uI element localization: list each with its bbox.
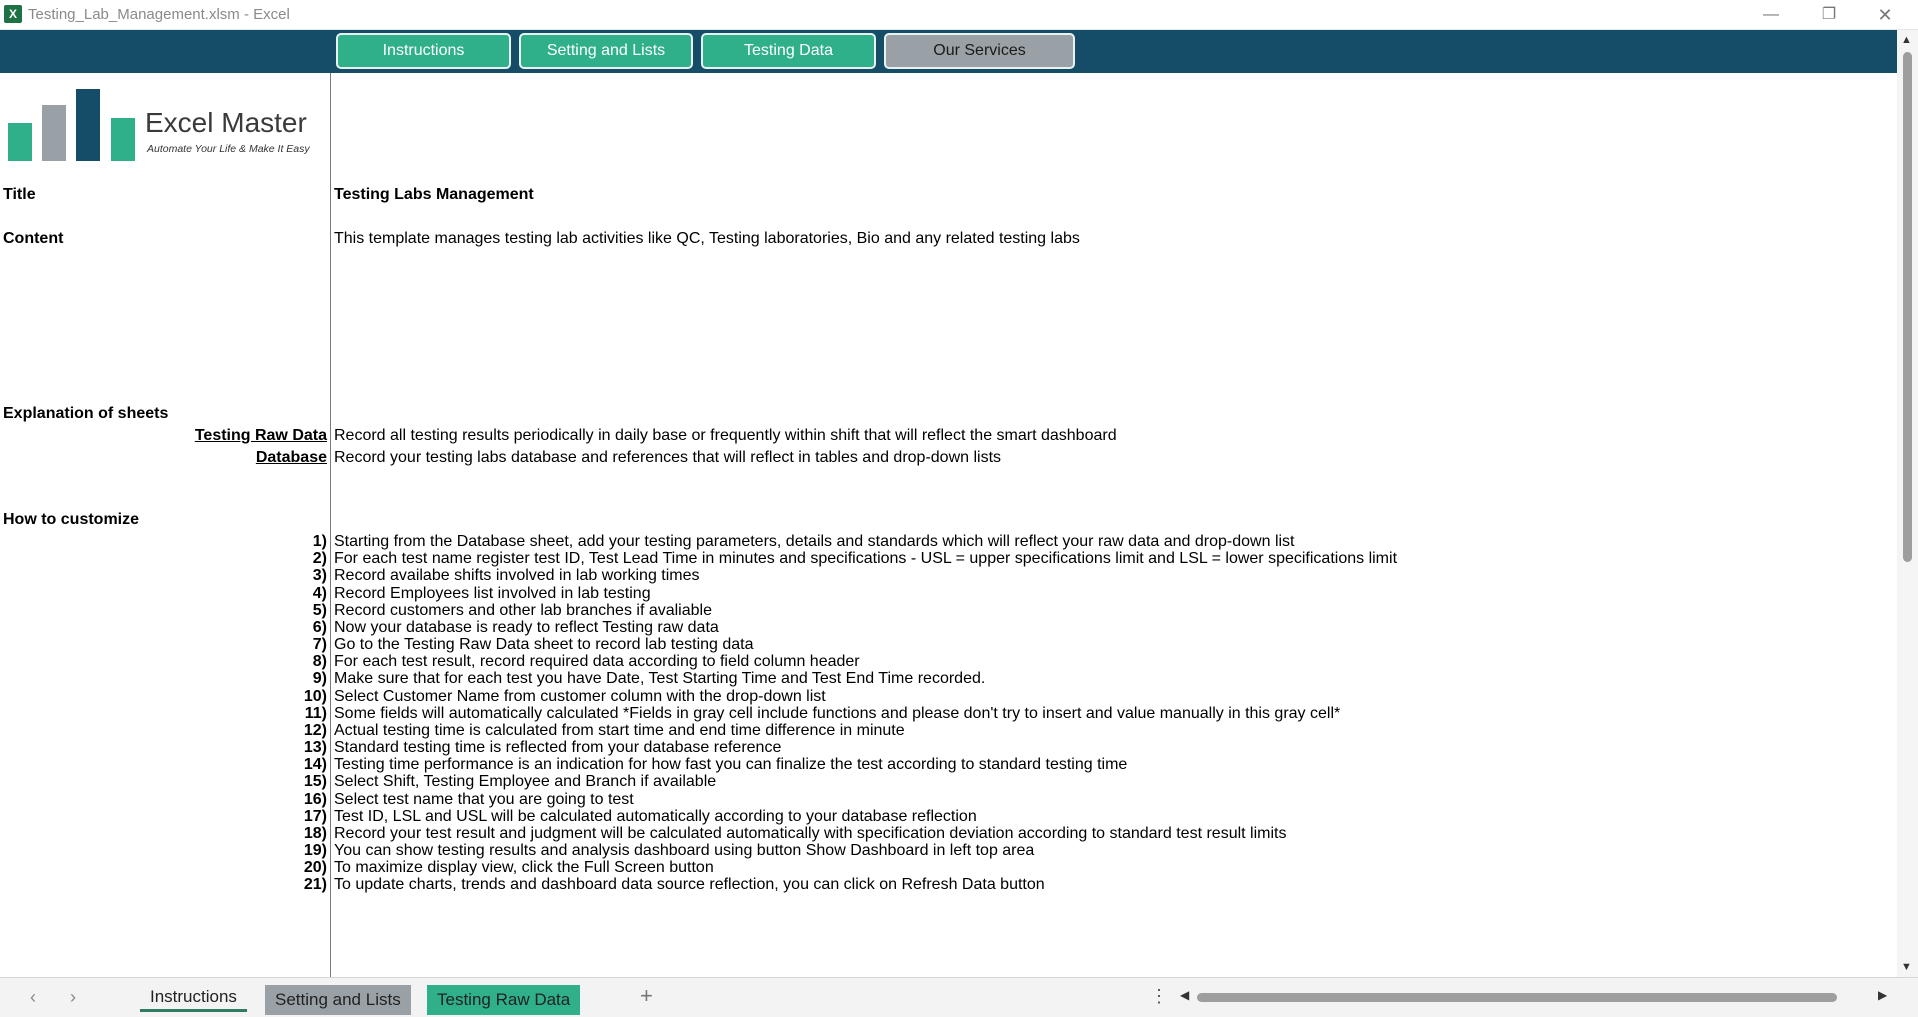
nav-our-services-button[interactable]: Our Services	[884, 33, 1075, 69]
step-number: 9)	[312, 670, 327, 687]
column-divider	[330, 73, 331, 977]
logo-bar-icon	[111, 118, 135, 161]
step-text: Record your test result and judgment will be calculated automatically with specification deviation according to standard test result limits	[334, 825, 1287, 842]
window-title: Testing_Lab_Management.xlsm - Excel	[28, 6, 290, 23]
step-number: 2)	[312, 550, 327, 567]
horizontal-scroll-thumb[interactable]	[1197, 993, 1837, 1002]
step-number: 17)	[303, 808, 327, 825]
nav-testing-data-button[interactable]: Testing Data	[701, 33, 876, 69]
step-number: 19)	[303, 842, 327, 859]
step-text: Go to the Testing Raw Data sheet to record lab testing data	[334, 636, 754, 653]
database-link[interactable]: Database	[255, 449, 327, 466]
nav-instructions-button[interactable]: Instructions	[336, 33, 511, 69]
content-value: This template manages testing lab activities like QC, Testing laboratories, Bio and any related testing labs	[334, 230, 1080, 247]
logo-bar-icon	[76, 89, 100, 161]
step-number: 5)	[312, 602, 327, 619]
vertical-scroll-thumb[interactable]	[1903, 52, 1912, 562]
step-text: Some fields will automatically calculated *Fields in gray cell include functions and please don't try to insert and value manually in this gray cell*	[334, 705, 1341, 722]
close-button[interactable]: ✕	[1877, 5, 1893, 25]
restore-button[interactable]: ❐	[1821, 6, 1837, 23]
step-text: Record Employees list involved in lab testing	[334, 585, 651, 602]
more-options-icon[interactable]: ⋮	[1150, 986, 1168, 1006]
step-text: Now your database is ready to reflect Testing raw data	[334, 619, 719, 636]
step-text: Record availabe shifts involved in lab working times	[334, 567, 700, 584]
tab-setting-and-lists[interactable]: Setting and Lists	[265, 985, 411, 1015]
vertical-scrollbar[interactable]	[1897, 30, 1918, 977]
testing-raw-data-link[interactable]: Testing Raw Data	[194, 427, 327, 444]
step-number: 4)	[312, 585, 327, 602]
step-text: Select Shift, Testing Employee and Branch if available	[334, 773, 717, 790]
step-number: 21)	[303, 876, 327, 893]
step-number: 16)	[303, 791, 327, 808]
logo-bar-icon	[42, 105, 66, 161]
sheet-tab-bar	[0, 977, 1918, 1017]
database-description: Record your testing labs database and references that will reflect in tables and drop-down lists	[334, 449, 1002, 466]
step-number: 20)	[303, 859, 327, 876]
logo-tagline: Automate Your Life & Make It Easy	[147, 143, 310, 155]
step-text: To maximize display view, click the Full Screen button	[334, 859, 714, 876]
step-text: Starting from the Database sheet, add your testing parameters, details and standards which will reflect your raw data and drop-down list	[334, 533, 1295, 550]
nav-setting-and-lists-button[interactable]: Setting and Lists	[519, 33, 693, 69]
step-number: 7)	[312, 636, 327, 653]
step-number: 1)	[312, 533, 327, 550]
step-text: Actual testing time is calculated from start time and end time difference in minute	[334, 722, 905, 739]
excel-master-logo	[8, 81, 328, 161]
how-to-customize-label: How to customize	[3, 511, 140, 528]
step-text: Record customers and other lab branches if avaliable	[334, 602, 712, 619]
logo-name: Excel Master	[145, 107, 307, 138]
scroll-left-icon[interactable]: ◀	[1180, 988, 1190, 1002]
step-number: 3)	[312, 567, 327, 584]
step-text: Test ID, LSL and USL will be calculated automatically according to your database reflection	[334, 808, 977, 825]
tab-testing-raw-data[interactable]: Testing Raw Data	[427, 985, 580, 1015]
step-text: To update charts, trends and dashboard data source reflection, you can click on Refresh Data button	[334, 876, 1045, 893]
step-text: You can show testing results and analysis dashboard using button Show Dashboard in left top area	[334, 842, 1035, 859]
title-bar	[0, 0, 1918, 30]
step-text: For each test result, record required data according to field column header	[334, 653, 860, 670]
scroll-up-icon[interactable]: ▲	[1901, 34, 1912, 46]
step-number: 6)	[312, 619, 327, 636]
title-value: Testing Labs Management	[334, 186, 534, 203]
add-sheet-icon[interactable]: +	[640, 983, 653, 1008]
step-number: 8)	[312, 653, 327, 670]
content-label: Content	[3, 230, 64, 247]
logo-bar-icon	[8, 123, 32, 161]
explanation-label: Explanation of sheets	[3, 405, 169, 422]
step-text: Select test name that you are going to test	[334, 791, 634, 808]
title-label: Title	[3, 186, 36, 203]
step-number: 13)	[303, 739, 327, 756]
minimize-button[interactable]: —	[1763, 6, 1779, 23]
worksheet-area	[0, 73, 1897, 977]
scroll-right-icon[interactable]: ▶	[1878, 988, 1888, 1002]
step-number: 11)	[304, 705, 327, 722]
step-text: Standard testing time is reflected from your database reference	[334, 739, 782, 756]
step-number: 15)	[303, 773, 327, 790]
scroll-down-icon[interactable]: ▼	[1901, 961, 1912, 973]
step-number: 10)	[303, 688, 327, 705]
step-text: For each test name register test ID, Test Lead Time in minutes and specifications - USL = upper specifications limit and LSL = lower specifications limit	[334, 550, 1398, 567]
testing-raw-data-description: Record all testing results periodically in daily base or frequently within shift that will reflect the smart dashboard	[334, 427, 1117, 444]
next-sheet-icon[interactable]: ›	[70, 987, 76, 1007]
previous-sheet-icon[interactable]: ‹	[30, 987, 36, 1007]
excel-app-icon: X	[4, 5, 22, 23]
navigation-band	[0, 30, 1897, 73]
tab-instructions[interactable]: Instructions	[140, 982, 247, 1012]
step-text: Testing time performance is an indication for how fast you can finalize the test according to standard testing time	[334, 756, 1128, 773]
step-number: 14)	[303, 756, 327, 773]
step-text: Make sure that for each test you have Date, Test Starting Time and Test End Time recorded.	[334, 670, 986, 687]
step-number: 12)	[303, 722, 327, 739]
step-text: Select Customer Name from customer column with the drop-down list	[334, 688, 826, 705]
step-number: 18)	[303, 825, 327, 842]
